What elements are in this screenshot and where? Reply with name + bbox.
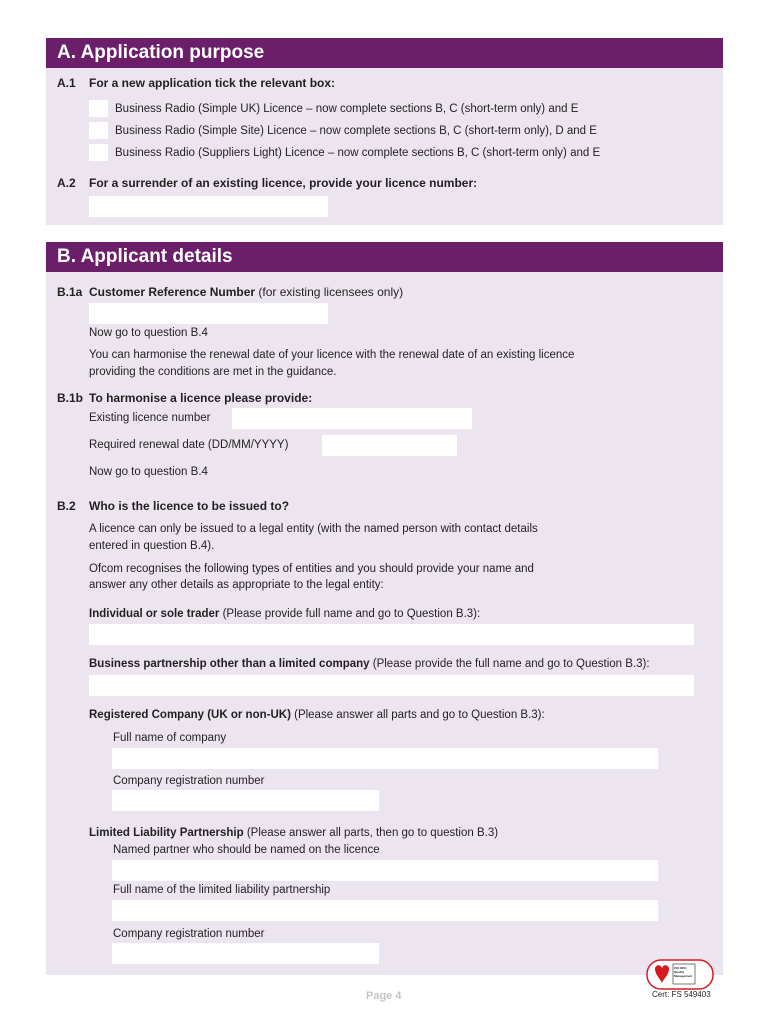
- harmonise-text-2: providing the conditions are met in the guidance.: [89, 366, 337, 378]
- b2-question: Who is the licence to be issued to?: [89, 499, 290, 513]
- customer-reference-input[interactable]: [89, 303, 328, 324]
- cert-number: Cert: FS 549403: [652, 990, 711, 999]
- partnership-label: Business partnership other than a limited company: [89, 658, 370, 670]
- company-name-label: Full name of company: [113, 732, 227, 744]
- partnership-name-input[interactable]: [89, 675, 694, 696]
- llp-reg-input[interactable]: [112, 943, 379, 964]
- a1-number: A.1: [57, 76, 76, 90]
- b1a-question: Customer Reference Number: [89, 285, 256, 299]
- checkbox-simple-uk[interactable]: [89, 100, 108, 117]
- individual-name-input[interactable]: [89, 624, 694, 645]
- b1b-question: To harmonise a licence please provide:: [89, 391, 313, 405]
- llp-note: (Please answer all parts, then go to question B.3): [246, 827, 499, 839]
- partnership-line: [89, 656, 650, 672]
- registered-label: Registered Company (UK or non-UK): [89, 709, 291, 721]
- b2-para2-line2: answer any other details as appropriate to the legal entity:: [89, 579, 384, 591]
- a1-question: For a new application tick the relevant box:: [89, 76, 336, 90]
- checkbox-suppliers-light[interactable]: [89, 144, 108, 161]
- b1a-goto: Now go to question B.4: [89, 327, 208, 339]
- individual-label: Individual or sole trader: [89, 608, 220, 620]
- option-simple-uk: Business Radio (Simple UK) Licence – now complete sections B, C (short-term only) and E: [115, 103, 579, 115]
- company-name-input[interactable]: [112, 748, 658, 769]
- b2-number: B.2: [57, 499, 76, 513]
- llp-line: [89, 825, 498, 841]
- b1b-number: B.1b: [57, 391, 84, 405]
- llp-reg-label: Company registration number: [113, 928, 265, 940]
- individual-note: (Please provide full name and go to Question B.3):: [222, 608, 481, 620]
- company-reg-input[interactable]: [112, 790, 379, 811]
- b2-para1-line2: entered in question B.4).: [89, 540, 215, 552]
- b1a-number: B.1a: [57, 285, 83, 299]
- llp-name-label: Full name of the limited liability partnership: [113, 884, 331, 896]
- llp-label: Limited Liability Partnership: [89, 827, 244, 839]
- existing-licence-label: Existing licence number: [89, 412, 211, 424]
- a2-number: A.2: [57, 176, 76, 190]
- b1b-goto: Now go to question B.4: [89, 466, 208, 478]
- page-number: Page 4: [366, 990, 402, 1002]
- licence-number-input[interactable]: [89, 196, 328, 217]
- registered-line: [89, 707, 545, 723]
- registered-note: (Please answer all parts and go to Question B.3):: [294, 709, 545, 721]
- llp-partner-input[interactable]: [112, 860, 658, 881]
- company-reg-label: Company registration number: [113, 775, 265, 787]
- a2-question: For a surrender of an existing licence, provide your licence number:: [89, 176, 478, 190]
- existing-licence-input[interactable]: [232, 408, 472, 429]
- harmonise-text-1: You can harmonise the renewal date of your licence with the renewal date of an existing licence: [89, 349, 575, 361]
- option-suppliers-light: Business Radio (Suppliers Light) Licence – now complete sections B, C (short-term only) and E: [115, 147, 601, 159]
- b1a-note: (for existing licensees only): [258, 285, 404, 299]
- llp-name-input[interactable]: [112, 900, 658, 921]
- option-simple-site: Business Radio (Simple Site) Licence – now complete sections B, C (short-term only), D and E: [115, 125, 597, 137]
- individual-line: [89, 606, 480, 622]
- partnership-note: (Please provide the full name and go to Question B.3):: [372, 658, 650, 670]
- b2-para2-line1: Ofcom recognises the following types of entities and you should provide your name and: [89, 563, 534, 575]
- section-b-title: B. Applicant details: [46, 242, 723, 272]
- checkbox-simple-site[interactable]: [89, 122, 108, 139]
- iso-badge-text: ISO 9001 Quality Management: [674, 966, 693, 978]
- renewal-date-label: Required renewal date (DD/MM/YYYY): [89, 439, 289, 451]
- b2-para1-line1: A licence can only be issued to a legal entity (with the named person with contact details: [89, 523, 538, 535]
- b1a-question-line: [89, 284, 403, 300]
- renewal-date-input[interactable]: [322, 435, 457, 456]
- section-a-title: A. Application purpose: [46, 38, 723, 68]
- llp-partner-label: Named partner who should be named on the licence: [113, 844, 380, 856]
